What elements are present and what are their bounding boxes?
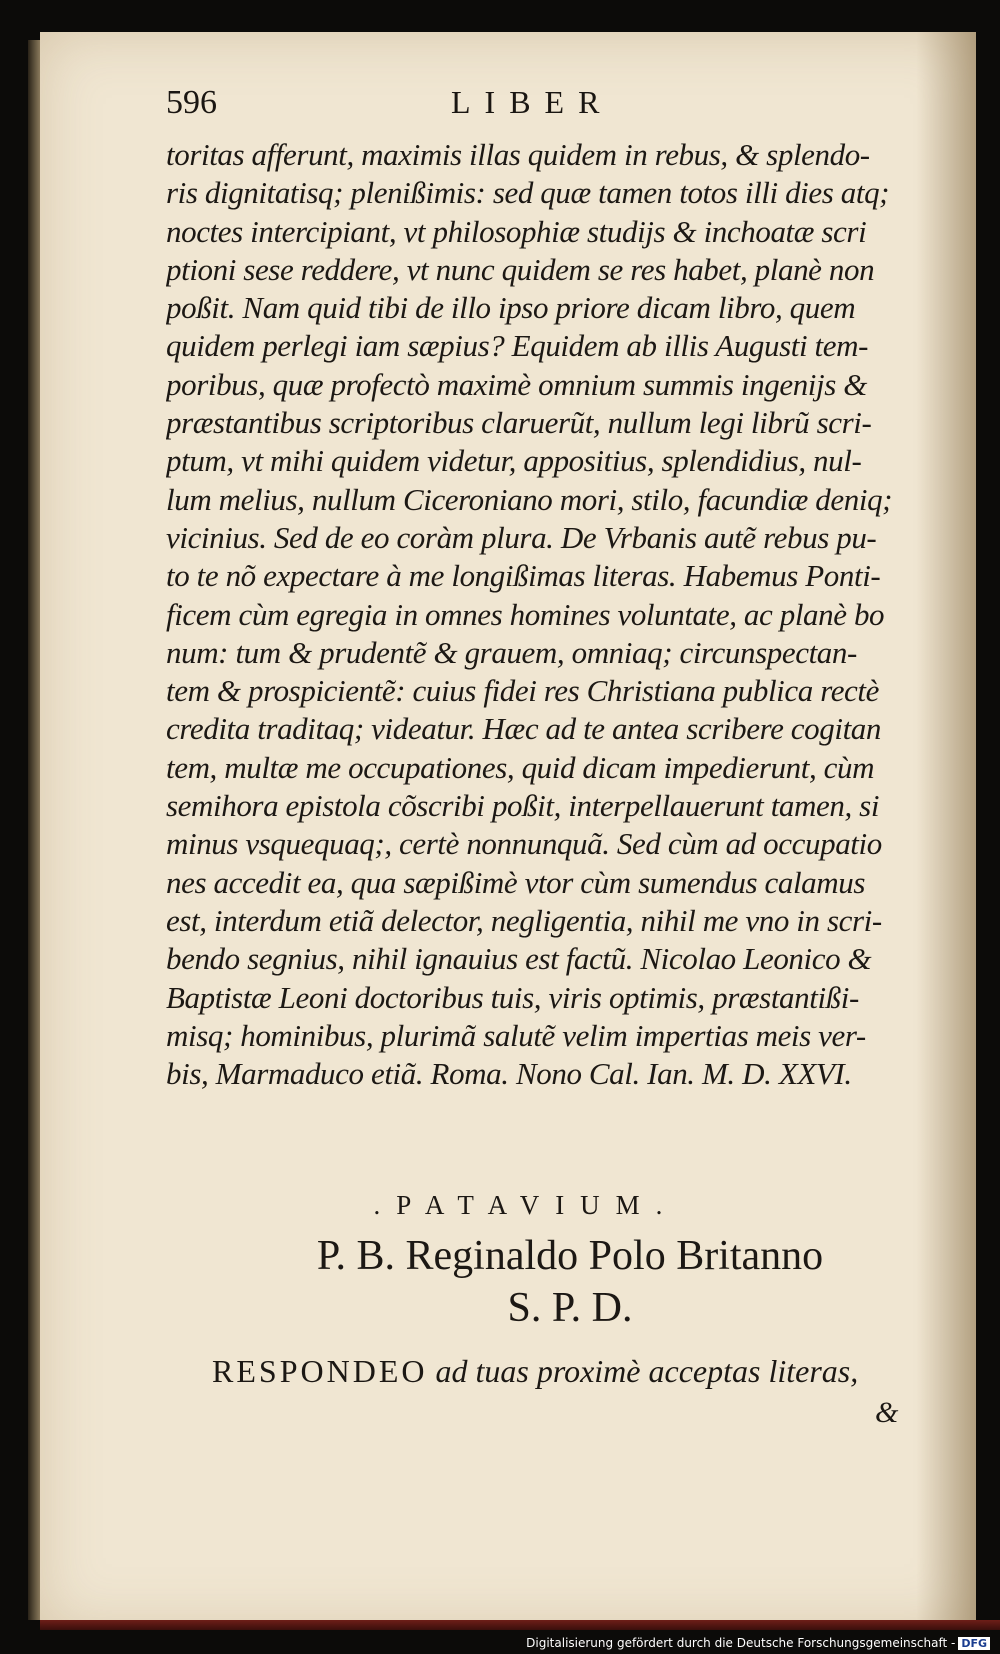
text-line: toritas afferunt, maximis illas quidem in rebus, & splendo- [166,137,870,172]
text-line: præstantibus scriptoribus claruerũt, nullum legi librũ scri- [166,405,872,441]
text-line: poribus, quæ profectò maximè omnium summis ingenijs & [166,366,867,402]
text-line: num: tum & prudentẽ & grauem, omniaq; circunspectan- [166,634,857,670]
text-line: tem, multæ me occupationes, quid dicam impedierunt, cùm [166,749,875,785]
letter-greeting-formula: S. P. D. [507,1285,633,1331]
opening-text: ad tuas proximè acceptas literas, [435,1353,859,1389]
text-line: bis, Marmaduco etiã. Roma. Nono Cal. Ian. M. D. XXVI. [166,1056,852,1092]
text-line: quidem perlegi iam sæpius? Equidem ab illis Augusti tem- [166,328,869,364]
letter-opening [212,1353,918,1390]
text-line: ficem cùm egregia in omnes homines voluntate, ac planè bo [166,596,885,632]
running-title: LIBER [451,84,614,120]
text-line: est, interdum etiã delector, negligentia, nihil me vno in scri- [166,902,882,938]
text-line: bendo segnius, nihil ignauius est factũ. Nicolao Leonico & [166,941,872,977]
digitization-credit [526,1636,990,1650]
text-line: ptum, vt mihi quidem videtur, appositius, splendidius, nul- [166,443,862,479]
text-line: poßit. Nam quid tibi de illo ipso priore dicam libro, quem [166,290,856,326]
body-text [166,136,918,1093]
text-line: semihora epistola cõscribi poßit, interpellauerunt tamen, si [166,788,880,824]
page-gutter-shadow [916,32,976,1630]
opening-word: RESPONDEO [212,1353,428,1389]
letter-heading: .PATAVIUM. [373,1190,679,1220]
credit-text: Digitalisierung gefördert durch die Deutsche Forschungsgemeinschaft - [526,1636,956,1650]
text-line: misq; hominibus, plurimã salutẽ velim impertias meis ver- [166,1017,866,1053]
letter-salutation: P. B. Reginaldo Polo Britanno [316,1233,824,1279]
text-line: lum melius, nullum Ciceroniano mori, stilo, facundiæ deniq; [166,481,893,517]
running-head [166,84,786,124]
text-line: Baptistæ Leoni doctoribus tuis, viris optimis, præstantißi- [166,979,859,1015]
text-line: noctes intercipiant, vt philosophiæ studijs & inchoatæ scri [166,213,867,249]
text-line: ptioni sese reddere, vt nunc quidem se res habet, planè non [166,251,875,287]
text-line: nes accedit ea, qua sæpißimè vtor cùm sumendus calamus [166,864,866,900]
text-line: tem & prospicientẽ: cuius fidei res Christiana publica rectè [166,673,879,709]
text-line: credita traditaq; videatur. Hæc ad te antea scribere cogitan [166,711,881,747]
page-edge-shadow [28,40,40,1620]
catchword: & [875,1396,899,1429]
book-edge-band [40,1620,1000,1630]
text-line: to te nõ expectare à me longißimas literas. Habemus Ponti- [166,558,881,594]
text-line: minus vsquequaq;, certè nonnunquã. Sed cùm ad occupatio [166,826,882,862]
dfg-logo: DFG [958,1637,990,1650]
text-line: ris dignitatisq; plenißimis: sed quæ tamen totos illi dies atq; [166,175,890,211]
text-line: vicinius. Sed de eo coràm plura. De Vrbanis autẽ rebus pu- [166,519,877,555]
page-number: 596 [166,84,217,121]
